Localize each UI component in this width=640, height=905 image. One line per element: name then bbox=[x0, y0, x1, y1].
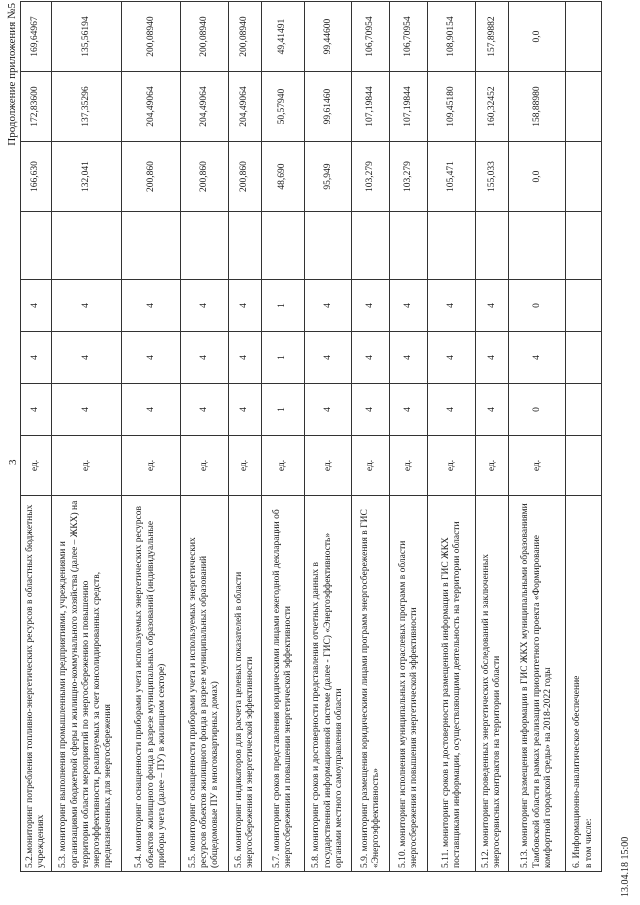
value-cell: 4 bbox=[228, 332, 261, 384]
value-cell: 200,860 bbox=[122, 142, 181, 212]
table-row bbox=[262, 2, 305, 872]
value-cell: 160,32452 bbox=[476, 72, 509, 142]
unit-cell: ед. bbox=[428, 436, 476, 496]
value-cell: 99,61460 bbox=[304, 72, 352, 142]
row-name: 5.6. мониторинг индикаторов для расчета целевых показателей в области энергосбережения и энергетической эффективности bbox=[228, 496, 261, 872]
empty-cell bbox=[181, 212, 229, 280]
row-name: 5.10. мониторинг исполнения муниципальных и отраслевых программ в области энергосбережения и повышения энергетической эффективности bbox=[390, 496, 428, 872]
empty-cell bbox=[566, 72, 602, 142]
value-cell: 135,56194 bbox=[51, 2, 121, 72]
table-row bbox=[352, 2, 390, 872]
empty-cell bbox=[566, 436, 602, 496]
row-name: 5.8. мониторинг сроков и достоверности представления отчетных данных в государственной информационной системе (далее - ГИС) «Энергоэффективность» органами местного самоуправления области bbox=[304, 496, 352, 872]
value-cell: 157,89882 bbox=[476, 2, 509, 72]
value-cell: 204,49064 bbox=[228, 72, 261, 142]
value-cell: 106,70954 bbox=[390, 2, 428, 72]
value-cell: 0 bbox=[509, 280, 566, 332]
row-name: 5.7. мониторинг сроков представления юридическими лицами ежегодной декларации об энергосбережении и повышении энергетической эффективности bbox=[262, 496, 305, 872]
value-cell: 204,49064 bbox=[181, 72, 229, 142]
row-name: 5.12. мониторинг проведенных энергетических обследований и заключенных энергосервисных контрактов на территории области bbox=[476, 496, 509, 872]
value-cell: 4 bbox=[428, 280, 476, 332]
empty-cell bbox=[566, 2, 602, 72]
empty-cell bbox=[51, 212, 121, 280]
value-cell: 4 bbox=[181, 384, 229, 436]
table-row bbox=[122, 2, 181, 872]
table-row bbox=[51, 2, 121, 872]
value-cell: 4 bbox=[304, 332, 352, 384]
value-cell: 1 bbox=[262, 332, 305, 384]
value-cell: 107,19844 bbox=[390, 72, 428, 142]
value-cell: 4 bbox=[122, 332, 181, 384]
table-row bbox=[228, 2, 261, 872]
value-cell: 103,279 bbox=[390, 142, 428, 212]
unit-cell: ед. bbox=[304, 436, 352, 496]
value-cell: 132,041 bbox=[51, 142, 121, 212]
table-row bbox=[428, 2, 476, 872]
empty-cell bbox=[390, 212, 428, 280]
value-cell: 169,64967 bbox=[21, 2, 52, 72]
value-cell: 172,83600 bbox=[21, 72, 52, 142]
table-row bbox=[181, 2, 229, 872]
empty-cell bbox=[566, 142, 602, 212]
value-cell: 49,41491 bbox=[262, 2, 305, 72]
value-cell: 4 bbox=[21, 384, 52, 436]
value-cell: 158,88980 bbox=[509, 72, 566, 142]
empty-cell bbox=[304, 212, 352, 280]
unit-cell: ед. bbox=[122, 436, 181, 496]
table-row bbox=[390, 2, 428, 872]
footer-stamp: 13.04.18 15:00 bbox=[620, 836, 631, 897]
unit-cell: ед. bbox=[228, 436, 261, 496]
row-name: 5.4. мониторинг оснащенности приборами учета используемых энергетических ресурсов объектов жилищного фонда в разрезе муниципальных образований (индивидуальные приборы учета (далее – ПУ) в жилищном секторе) bbox=[122, 496, 181, 872]
section-title-cell bbox=[566, 496, 602, 872]
value-cell: 4 bbox=[428, 384, 476, 436]
unit-cell: ед. bbox=[262, 436, 305, 496]
row-name: 5.3. мониторинг выполнения промышленными предприятиями, учреждениями и организациями бюджетной сферы и жилищно-коммунального хозяйства (далее – ЖКХ) на территории области мероприятий по энергосбережению и повышению энергоэффективности, реализуемых за счет консолидированных средств, предназначенных для энергосбережения bbox=[51, 496, 121, 872]
value-cell: 4 bbox=[304, 384, 352, 436]
table-row bbox=[21, 2, 52, 872]
value-cell: 4 bbox=[304, 280, 352, 332]
value-cell: 50,57940 bbox=[262, 72, 305, 142]
empty-cell bbox=[352, 212, 390, 280]
value-cell: 106,70954 bbox=[352, 2, 390, 72]
value-cell: 4 bbox=[21, 280, 52, 332]
value-cell: 4 bbox=[476, 280, 509, 332]
value-cell: 4 bbox=[122, 384, 181, 436]
empty-cell bbox=[566, 212, 602, 280]
value-cell: 4 bbox=[51, 332, 121, 384]
empty-cell bbox=[509, 212, 566, 280]
value-cell: 137,35296 bbox=[51, 72, 121, 142]
value-cell: 4 bbox=[181, 280, 229, 332]
value-cell: 4 bbox=[428, 332, 476, 384]
continuation-title: Продолжение приложения №5 bbox=[6, 3, 18, 146]
value-cell: 4 bbox=[509, 332, 566, 384]
value-cell: 4 bbox=[122, 280, 181, 332]
table-row bbox=[304, 2, 352, 872]
table-row bbox=[566, 2, 602, 872]
empty-cell bbox=[228, 212, 261, 280]
empty-cell bbox=[428, 212, 476, 280]
row-name: 5.11. мониторинг сроков и достоверности размещенной информации в ГИС ЖКХ поставщиками информации, осуществляющими деятельность на территории области bbox=[428, 496, 476, 872]
value-cell: 4 bbox=[476, 332, 509, 384]
value-cell: 108,90154 bbox=[428, 2, 476, 72]
section-subtitle: в том числе: bbox=[583, 818, 594, 868]
value-cell: 200,08940 bbox=[181, 2, 229, 72]
table-row bbox=[509, 2, 566, 872]
empty-cell bbox=[122, 212, 181, 280]
value-cell: 200,860 bbox=[228, 142, 261, 212]
row-name: 5.5. мониторинг оснащенности приборами учета и используемых энергетических ресурсов объектов жилищного фонда в разрезе муниципальных образований (общедомовые ПУ в многоквартирных домах) bbox=[181, 496, 229, 872]
value-cell: 200,860 bbox=[181, 142, 229, 212]
value-cell: 4 bbox=[390, 332, 428, 384]
empty-cell bbox=[566, 280, 602, 332]
value-cell: 200,08940 bbox=[122, 2, 181, 72]
value-cell: 4 bbox=[352, 280, 390, 332]
unit-cell: ед. bbox=[352, 436, 390, 496]
value-cell: 103,279 bbox=[352, 142, 390, 212]
row-name: 5.13. мониторинг размещения информации в ГИС ЖКХ муниципальными образованиями Тамбовской области в рамках реализации приоритетного проекта «Формирование комфортной городской среды» на 2018-2022 годы bbox=[509, 496, 566, 872]
value-cell: 107,19844 bbox=[352, 72, 390, 142]
value-cell: 109,45180 bbox=[428, 72, 476, 142]
value-cell: 4 bbox=[51, 384, 121, 436]
empty-cell bbox=[566, 384, 602, 436]
value-cell: 48,690 bbox=[262, 142, 305, 212]
section-title: 6. Информационно-аналитическое обеспечение bbox=[572, 675, 583, 868]
value-cell: 0 bbox=[509, 384, 566, 436]
value-cell: 0,0 bbox=[509, 142, 566, 212]
value-cell: 4 bbox=[352, 384, 390, 436]
empty-cell bbox=[21, 212, 52, 280]
value-cell: 1 bbox=[262, 384, 305, 436]
value-cell: 4 bbox=[51, 280, 121, 332]
unit-cell: ед. bbox=[509, 436, 566, 496]
table-body bbox=[21, 2, 602, 872]
value-cell: 4 bbox=[390, 280, 428, 332]
unit-cell: ед. bbox=[21, 436, 52, 496]
value-cell: 166,630 bbox=[21, 142, 52, 212]
value-cell: 155,033 bbox=[476, 142, 509, 212]
unit-cell: ед. bbox=[51, 436, 121, 496]
value-cell: 95,949 bbox=[304, 142, 352, 212]
value-cell: 200,08940 bbox=[228, 2, 261, 72]
empty-cell bbox=[262, 212, 305, 280]
empty-cell bbox=[566, 332, 602, 384]
value-cell: 4 bbox=[476, 384, 509, 436]
table-row bbox=[476, 2, 509, 872]
monitoring-table bbox=[20, 1, 602, 872]
value-cell: 4 bbox=[181, 332, 229, 384]
row-name: 5.9. мониторинг размещения юридическими лицами программ энергосбережения в ГИС «Энергоэффективность» bbox=[352, 496, 390, 872]
unit-cell: ед. bbox=[476, 436, 509, 496]
value-cell: 4 bbox=[352, 332, 390, 384]
value-cell: 204,49064 bbox=[122, 72, 181, 142]
empty-cell bbox=[476, 212, 509, 280]
unit-cell: ед. bbox=[181, 436, 229, 496]
value-cell: 4 bbox=[228, 280, 261, 332]
unit-cell: ед. bbox=[390, 436, 428, 496]
value-cell: 105,471 bbox=[428, 142, 476, 212]
value-cell: 1 bbox=[262, 280, 305, 332]
value-cell: 99,44600 bbox=[304, 2, 352, 72]
page-number: 3 bbox=[7, 459, 19, 465]
value-cell: 4 bbox=[228, 384, 261, 436]
row-name: 5.2.мониторинг потребления топливно-энергетических ресурсов в областных бюджетных учреждениях bbox=[21, 496, 52, 872]
value-cell: 4 bbox=[390, 384, 428, 436]
value-cell: 4 bbox=[21, 332, 52, 384]
value-cell: 0,0 bbox=[509, 2, 566, 72]
